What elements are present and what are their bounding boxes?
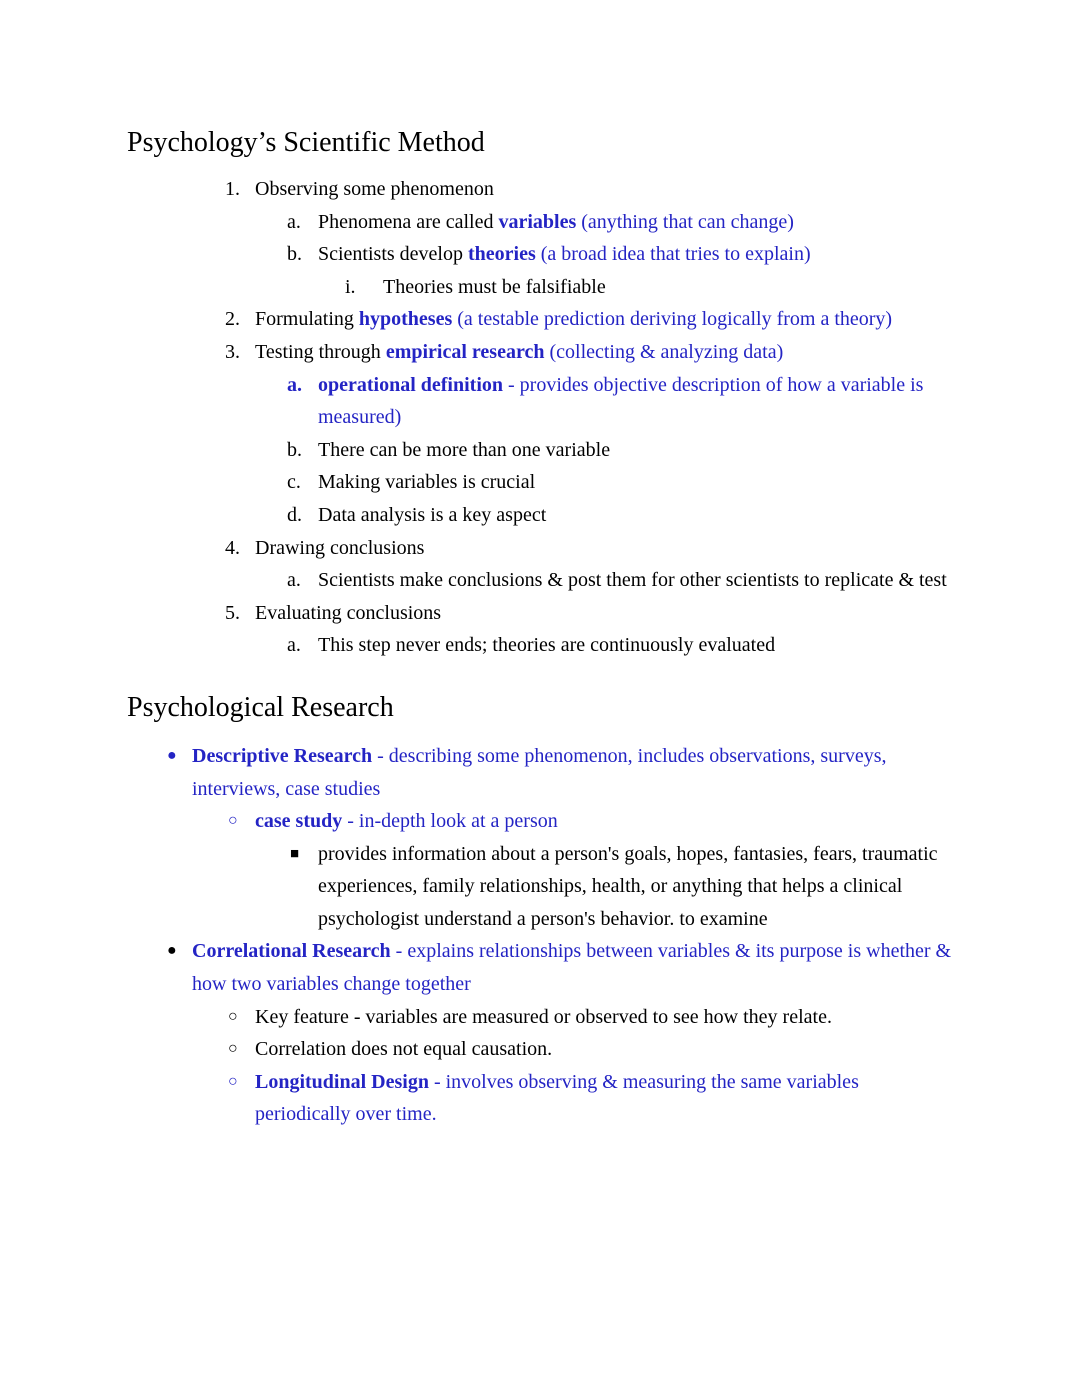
list-number-marker: 3. [225,340,240,363]
list-item [127,271,953,304]
list-number-marker: i. [345,275,356,298]
text-segment: (a broad idea that tries to explain) [535,243,811,266]
list-item [127,838,953,936]
numbered-outline-list [127,173,953,662]
list-item [127,740,953,805]
text-segment: Observing some phenomenon [255,178,494,200]
list-item [127,597,953,630]
text-segment: Scientists make conclusions & post them for other scientists to replicate & test [318,569,947,592]
text-segment: - in-depth look at a person [342,810,558,833]
text-segment: hypotheses [358,308,453,331]
text-segment: Phenomena are called [318,210,499,233]
text-segment: Theories must be falsifiable [383,275,606,298]
text-segment: Making variables is crucial [318,471,536,494]
text-segment: - provides objective description of how a variable is measured) [318,373,924,429]
list-number-marker: c. [287,471,301,494]
list-number-marker: a. [287,634,301,657]
list-item [127,336,953,369]
list-number-marker: 2. [225,308,240,331]
text-segment: There can be more than one variable [318,438,611,461]
text-segment: variables [498,210,577,233]
document-content [127,0,953,1131]
text-segment: Testing through [255,340,386,363]
text-segment: Drawing conclusions [255,536,425,559]
text-segment: - describing some phenomenon, includes observations, surveys, interviews, case studies [192,744,887,800]
text-segment: Scientists develop [318,243,468,266]
list-number-marker: 5. [225,601,240,624]
text-segment: Correlation does not equal causation. [255,1038,553,1061]
list-item [127,805,953,838]
list-item [127,629,953,662]
list-item [127,173,953,206]
list-item [127,303,953,336]
list-number-marker: 4. [225,536,240,559]
bulleted-outline-list [127,740,953,1131]
text-segment: - involves observing & measuring the same variables periodically over time. [255,1070,859,1126]
list-number-marker: a. [287,569,301,592]
bullet-marker-icon: ○ [228,1072,238,1090]
text-segment: Formulating [255,308,359,331]
text-segment: This step never ends; theories are continuously evaluated [318,634,776,657]
list-item [127,369,953,434]
list-item [127,935,953,1000]
list-item [127,238,953,271]
list-item [127,564,953,597]
list-item [127,466,953,499]
section-heading-scientific-method: Psychology’s Scientific Method [127,127,485,158]
list-item [127,499,953,532]
list-number-marker: b. [287,243,302,266]
text-segment: Key feature - variables are measured or observed to see how they relate. [255,1005,832,1028]
text-segment: Evaluating conclusions [255,601,442,624]
text-segment: provides information about a person's goals, hopes, fantasies, fears, traumatic experiences, family relationships, health, or anything that helps a clinical psychologist understand a person's behavior. to examine [318,842,938,930]
text-segment: (anything that can change) [576,210,794,233]
text-segment: theories [467,243,536,266]
text-segment: Descriptive Research [192,744,373,767]
text-segment: Correlational Research [192,940,391,963]
text-segment: (a testable prediction deriving logically from a theory) [452,308,893,331]
text-segment: operational definition [318,373,504,396]
list-number-marker: b. [287,438,302,461]
list-item [127,532,953,565]
text-segment: empirical research [385,340,545,363]
list-item [127,434,953,467]
text-segment: Longitudinal Design [255,1070,429,1093]
bullet-marker-icon: ■ [290,845,300,862]
list-item [127,206,953,239]
list-number-marker: 1. [225,178,240,200]
bullet-marker-icon: ○ [228,812,238,830]
text-segment: case study [255,810,343,833]
text-segment: Data analysis is a key aspect [318,503,547,526]
list-number-marker: a. [287,210,301,233]
bullet-marker-icon: ● [167,746,177,764]
list-number-marker: a. [287,373,302,396]
list-item [127,1001,953,1034]
list-number-marker: d. [287,503,302,526]
list-item [127,1066,953,1131]
bullet-marker-icon: ○ [228,1040,238,1058]
bullet-marker-icon: ● [167,942,177,960]
bullet-marker-icon: ○ [228,1007,238,1025]
section-heading-psychological-research: Psychological Research [127,691,394,723]
text-segment: - explains relationships between variables & its purpose is whether & how two variables change together [192,940,952,996]
text-segment: (collecting & analyzing data) [544,340,784,363]
list-item [127,1033,953,1066]
